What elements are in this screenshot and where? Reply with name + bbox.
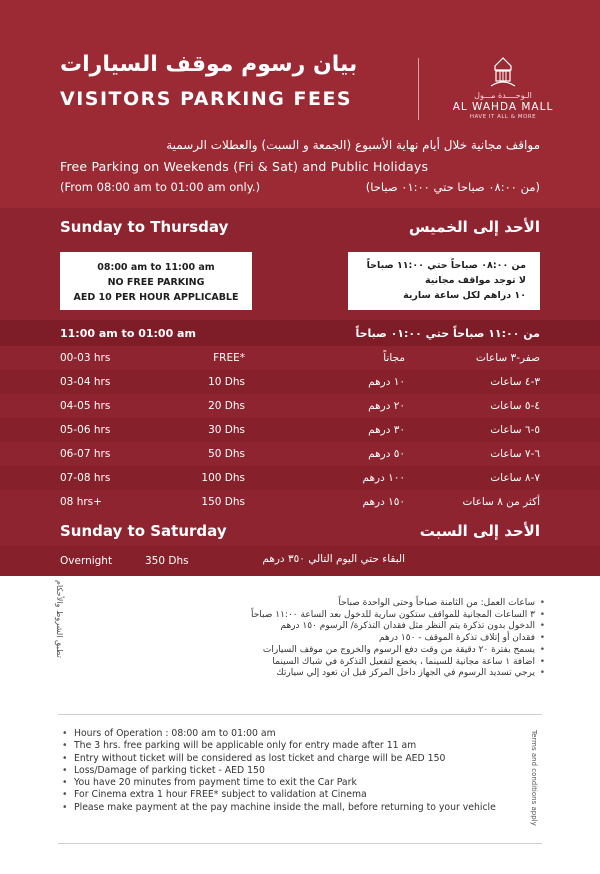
rate-row — [0, 418, 600, 442]
rate-fee-english: 30 Dhs — [208, 424, 245, 436]
morning-time-arabic: من ٠٨:٠٠ صباحاً حتي ١١:٠٠ صباحاً — [366, 260, 526, 271]
free-parking-hours-arabic: (من ٠٨:٠٠ صباحا حتي ٠١:٠٠ صباحا) — [365, 180, 540, 194]
rate-hours-arabic: ٦-٧ ساعات — [490, 448, 540, 460]
rate-row — [0, 370, 600, 394]
rate-hours-english: 00-03 hrs — [60, 352, 111, 364]
title-arabic: بيان رسوم موقف السيارات — [60, 52, 358, 77]
note-arabic: • الدخول بدون تذكرة يتم النظر مثل فقدان التذكرة/ الرسوم ١٥٠ درهم — [80, 621, 545, 633]
period-bar — [0, 320, 600, 346]
rate-hours-english: 08 hrs+ — [60, 496, 102, 508]
free-parking-english: Free Parking on Weekends (Fri & Sat) and Public Holidays — [60, 159, 429, 174]
note-english: • The 3 hrs. free parking will be applicable only for entry made after 11 am — [60, 740, 520, 752]
no-free-parking-english: NO FREE PARKING — [107, 277, 205, 288]
rate-fee-english: 10 Dhs — [208, 376, 245, 388]
overnight-label-english: Overnight — [60, 555, 113, 567]
rate-fee-english: FREE* — [213, 352, 245, 364]
overnight-row — [0, 546, 600, 576]
rate-fee-english: 100 Dhs — [201, 472, 245, 484]
header-divider — [418, 58, 419, 120]
logo-tagline: HAVE IT ALL & MORE — [469, 114, 537, 120]
rate-hours-english: 06-07 hrs — [60, 448, 111, 460]
hourly-rate-english: AED 10 PER HOUR APPLICABLE — [73, 292, 239, 303]
logo-name: AL WAHDA MALL — [452, 101, 554, 113]
rate-hours-arabic: أكثر من ٨ ساعات — [462, 496, 540, 508]
rate-fee-english: 150 Dhs — [201, 496, 245, 508]
note-english: • Loss/Damage of parking ticket - AED 150 — [60, 765, 520, 777]
mall-emblem-icon — [486, 56, 520, 90]
note-english: • Entry without ticket will be considered as lost ticket and charge will be AED 150 — [60, 753, 520, 765]
free-parking-hours-english: (From 08:00 am to 01:00 am only.) — [60, 180, 261, 194]
bottom-divider — [58, 843, 542, 844]
weekday-heading-english: Sunday to Thursday — [60, 218, 229, 236]
rate-fee-arabic: مجاناً — [383, 352, 405, 364]
note-english: • Hours of Operation : 08:00 am to 01:00 am — [60, 728, 520, 740]
weekday-heading-bar — [0, 208, 600, 244]
logo-arabic: الـوحــــدة مـــول — [474, 91, 532, 100]
free-parking-arabic: مواقف مجانية خلال أيام نهاية الأسبوع (الجمعة و السبت) والعطلات الرسمية — [166, 138, 540, 152]
morning-rule-box-arabic — [348, 252, 540, 310]
rate-fee-english: 50 Dhs — [208, 448, 245, 460]
note-arabic: • ٣ الساعات المجانية للمواقف ستكون سارية للدخول بعد الساعة ١١:٠٠ صباحاً — [80, 610, 545, 622]
note-arabic: • اضافة ١ ساعة مجانية للسينما ، يخضع لتفعيل التذكرة في شباك السينما — [80, 657, 545, 669]
rate-fee-english: 20 Dhs — [208, 400, 245, 412]
note-arabic: • يرجي تسديد الرسوم في الجهاز داخل المركز قبل ان تعود إلي سيارتك — [80, 668, 545, 680]
overnight-arabic: البقاء حتي اليوم التالي ٣٥٠ درهم — [262, 553, 405, 565]
rate-fee-arabic: ٢٠ درهم — [368, 400, 405, 412]
morning-rule-panel — [0, 244, 600, 320]
weekday-heading-arabic: الأحد إلى الخميس — [408, 218, 540, 236]
rate-fee-arabic: ١٠ درهم — [368, 376, 405, 388]
hourly-rate-arabic: ١٠ دراهم لكل ساعة سارية — [403, 290, 526, 301]
rate-hours-english: 05-06 hrs — [60, 424, 111, 436]
note-english: • Please make payment at the pay machine inside the mall, before returning to your vehicle — [60, 802, 520, 814]
weekly-heading-english: Sunday to Saturday — [60, 522, 227, 540]
rate-row — [0, 394, 600, 418]
rate-hours-arabic: ٤-٥ ساعات — [490, 400, 540, 412]
terms-arabic-side: تطبق الشروط والأحكام — [55, 580, 64, 658]
period-english: 11:00 am to 01:00 am — [60, 327, 196, 340]
overnight-fee-english: 350 Dhs — [145, 555, 189, 567]
weekly-heading-arabic: الأحد إلى السبت — [419, 522, 540, 540]
rate-row — [0, 490, 600, 514]
title-english: VISITORS PARKING FEES — [60, 88, 353, 110]
rate-hours-english: 04-05 hrs — [60, 400, 111, 412]
rate-row — [0, 466, 600, 490]
note-arabic: • ساعات العمل: من الثامنة صباحاً وحتى الواحدة صباحاً — [80, 598, 545, 610]
weekly-heading-bar — [0, 514, 600, 546]
note-arabic: • فقدان أو إتلاف تذكرة الموقف - ١٥٠ درهم — [80, 633, 545, 645]
period-arabic: من ١١:٠٠ صباحاً حتي ٠١:٠٠ صباحاً — [355, 327, 540, 340]
rate-hours-arabic: ٧-٨ ساعات — [490, 472, 540, 484]
header-panel — [0, 0, 600, 208]
terms-english-side: Terms and conditions apply — [530, 730, 538, 826]
rate-hours-arabic: صفر-٣ ساعات — [475, 352, 540, 364]
rate-fee-arabic: ٣٠ درهم — [368, 424, 405, 436]
rate-row — [0, 442, 600, 466]
notes-arabic-list — [80, 598, 545, 680]
rate-hours-arabic: ٣-٤ ساعات — [490, 376, 540, 388]
rate-fee-arabic: ٥٠ درهم — [368, 448, 405, 460]
rate-hours-english: 03-04 hrs — [60, 376, 111, 388]
rate-fee-arabic: ١٥٠ درهم — [362, 496, 405, 508]
morning-rule-box-english — [60, 252, 252, 310]
no-free-parking-arabic: لا توجد مواقف مجانية — [425, 275, 526, 286]
notes-divider — [58, 714, 542, 715]
rate-fee-arabic: ١٠٠ درهم — [362, 472, 405, 484]
note-english: • You have 20 minutes from payment time to exit the Car Park — [60, 777, 520, 789]
note-arabic: • يسمح بفترة ٢٠ دقيقة من وقت دفع الرسوم والخروج من موقف السيارات — [80, 645, 545, 657]
note-english: • For Cinema extra 1 hour FREE* subject to validation at Cinema — [60, 789, 520, 801]
rate-row — [0, 346, 600, 370]
notes-english-list — [60, 728, 520, 814]
rate-hours-arabic: ٥-٦ ساعات — [490, 424, 540, 436]
mall-logo — [448, 56, 558, 126]
morning-time-english: 08:00 am to 11:00 am — [97, 262, 215, 273]
rate-hours-english: 07-08 hrs — [60, 472, 111, 484]
